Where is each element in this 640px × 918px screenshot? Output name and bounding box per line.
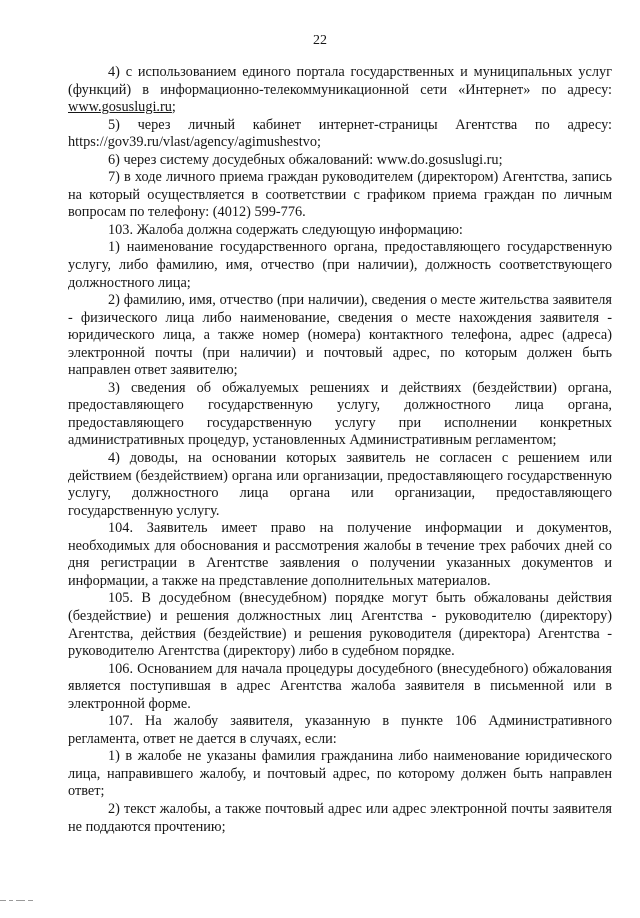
paragraph [68,239,612,292]
paragraph-text: 6) через систему досудебных обжалований: www.do.gosuslugi.ru; [108,151,503,168]
paragraph [68,450,612,520]
url-link[interactable]: www.gosuslugi.ru [68,99,172,116]
paragraph [68,222,612,240]
paragraph [68,590,612,660]
paragraph-text: 1) наименование государственного органа, предоставляющего государственную услугу, либо фамилию, имя, отчество (при наличии), должность соответствующего должностного лица; [68,239,612,291]
paragraph-text: 103. Жалоба должна содержать следующую информацию: [108,221,463,238]
paragraph [68,292,612,380]
paragraph [68,801,612,836]
scan-edge-marks [0,900,40,903]
paragraph [68,169,612,222]
paragraph [68,380,612,450]
paragraph [68,661,612,714]
paragraph-text: 4) доводы, на основании которых заявитель не согласен с решением или действием (бездействием) органа или организации, предоставляющего государственную услугу, должностного лица органа или организации, предоставляющего государственную услугу. [68,450,612,519]
paragraph-text: 104. Заявитель имеет право на получение информации и документов, необходимых для обоснования и рассмотрения жалобы в течение трех рабочих дней со дня регистрации в Агентстве заявления о получении указанных документов и информации, а также на представление дополнительных материалов. [68,520,612,589]
document-body [68,64,612,836]
page-number: 22 [313,33,327,48]
paragraph-text: 5) через личный кабинет интернет-страницы Агентства по адресу: https://gov39.ru/vlast/agency/agimushestvo; [68,116,612,151]
paragraph-text: 4) с использованием единого портала государственных и муниципальных услуг (функций) в информационно-телекоммуникационной сети «Интернет» по адресу: [68,64,612,98]
paragraph-text: 107. На жалобу заявителя, указанную в пункте 106 Административного регламента, ответ не дается в случаях, если: [68,713,612,747]
paragraph-text: 3) сведения об обжалуемых решениях и действиях (бездействии) органа, предоставляющего государственную услугу, должностного лица органа, предоставляющего государственную услугу при исполнении конкретных административных процедур, установленных Административным регламентом; [68,379,612,449]
paragraph [68,64,612,117]
paragraph-text: 7) в ходе личного приема граждан руководителем (директором) Агентства, запись на который осуществляется в соответствии с графиком приема граждан по личным вопросам по телефону: (4012) 599-776. [68,169,612,221]
paragraph-text: 2) фамилию, имя, отчество (при наличии), сведения о месте жительства заявителя - физического лица либо наименование, сведения о месте нахождения заявителя - юридического лица, а также номер (номера) контактного телефона, адрес (адреса) электронной почты (при наличии) и почтовый адрес, по которым должен быть направлен ответ заявителю; [68,292,612,379]
paragraph-text: 105. В досудебном (внесудебном) порядке могут быть обжалованы действия (бездействие) и решения должностных лиц Агентства - руководителю (директору) Агентства, действия (бездействие) и решения руководителя (директора) Агентства - руководителю Агентства (директору) либо в судебном порядке. [68,590,612,660]
paragraph-text: ; [171,99,176,116]
paragraph [68,520,612,590]
paragraph-text: 2) текст жалобы, а также почтовый адрес или адрес электронной почты заявителя не поддаются прочтению; [68,800,612,835]
paragraph [68,152,612,170]
paragraph-text: 106. Основанием для начала процедуры досудебного (внесудебного) обжалования является поступившая в адрес Агентства жалоба заявителя в письменной или в электронной форме. [68,660,612,712]
paragraph [68,713,612,748]
paragraph-text: 1) в жалобе не указаны фамилия гражданина либо наименование юридического лица, направившего жалобу, и почтовый адрес, по которому должен быть направлен ответ; [68,748,612,800]
paragraph [68,117,612,152]
paragraph [68,748,612,801]
